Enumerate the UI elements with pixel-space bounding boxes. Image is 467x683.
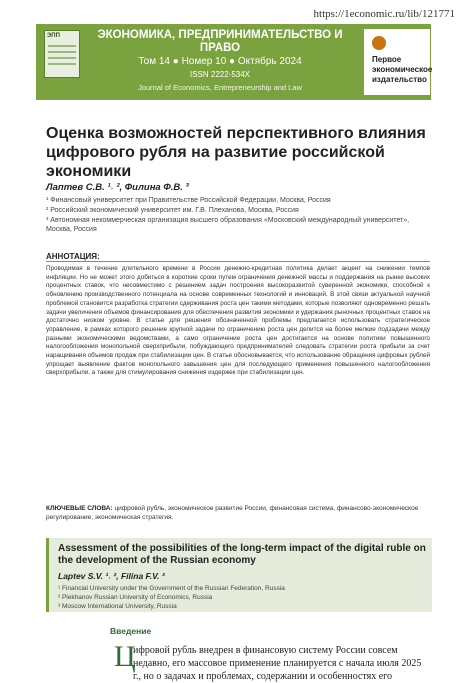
cover-line xyxy=(48,63,76,65)
intro-paragraph: ифровой рубль внедрен в финансовую систему России совсем недавно, его массовое применение планируется с начала июля 2025 г., но о задачах и проблемах, содержании и особенностях его xyxy=(133,645,422,682)
abstract-divider xyxy=(46,261,430,262)
english-affiliation-3: ³ Moscow International University, Russia xyxy=(58,603,177,610)
affiliation-1: ¹ Финансовый университет при Правительстве Российской Федерации, Москва, Россия xyxy=(46,197,331,204)
publisher-logo-icon xyxy=(372,36,386,50)
article-url[interactable]: https://1economic.ru/lib/121771 xyxy=(313,8,455,20)
keywords-label: КЛЮЧЕВЫЕ СЛОВА: xyxy=(46,505,113,512)
issn: ISSN 2222-534X xyxy=(189,70,251,79)
journal-cover-thumbnail xyxy=(44,30,80,78)
publisher-badge xyxy=(363,28,431,96)
journal-name-en: Journal of Economics, Entrepreneurship and Law xyxy=(138,83,302,92)
english-title: Assessment of the possibilities of the long-term impact of the digital ruble on the development of the Russian economy xyxy=(58,543,426,566)
journal-name: ЭКОНОМИКА, ПРЕДПРИНИМАТЕЛЬСТВО И ПРАВО xyxy=(97,29,343,54)
abstract-heading: АННОТАЦИЯ: xyxy=(46,252,100,261)
english-summary-box xyxy=(46,538,432,612)
keywords xyxy=(46,504,430,522)
english-authors: Laptev S.V. ¹˒ ², Filina F.V. ³ xyxy=(58,571,165,581)
cover-line xyxy=(48,51,76,53)
abstract-text: Проводимая в течение длительного времени в России денежно-кредитная политика делает акцент на снижении темпов инфляции. Но не может этого добиться в короткие сроки путем ограничения денежной массы и поддержания на рынке высоких процентных ставок, что несовместимо с решением задач построения высокоразвитой суверенной экономики, способной к обновлению производственного потенциала на основе современных технологий и инноваций. В этой связи актуальной научной проблемой становится разработка стратегии сдерживания роста цен такими методами, которые позволяют одновременно решать задачи увеличения объемов финансирования для обеспечения развития экономики и удержания рыночных процентных ставок на достаточно низком уровне. В статье для решения обозначенной проблемы предлагается использовать стратегическое управление, в рамках которого решение крупной задачи по ограничению роста цен делится на более мелкие подзадачи между разными экономическими ведомствами, а само ограничение роста цен достигается на основе политики повышенного налогообложения монопольной сверхприбыли, побуждающего предпринимателей следовать стратегии роста прибыли за счет наращивания объемов продаж при стабилизации цен. В статье обосновывается, что использование обращения цифровых рублей упрощает выявление фактов монопольного завышения цен для последующего применения повышенного налогообложения сверхприбыли, а также для стимулирования снижения издержек при стабилизации цен. xyxy=(46,265,430,377)
keywords-text: цифровой рубль, экономическое развитие России, финансовая система, финансово-экономическое регулирование, экономическая стратегия. xyxy=(46,505,419,521)
issue-info: Том 14 ● Номер 10 ● Октябрь 2024 xyxy=(138,56,302,67)
cover-label: ЭПП xyxy=(47,33,60,39)
section-heading: Введение xyxy=(110,626,152,636)
publisher-name: Первое экономическое издательство xyxy=(372,55,433,84)
cover-line xyxy=(48,57,76,59)
english-affiliation-1: ¹ Financial University under the Government of the Russian Federation, Russia xyxy=(58,585,285,592)
english-affiliation-2: ² Plekhanov Russian University of Economics, Russia xyxy=(58,594,213,601)
authors: Лаптев С.В. ¹˒ ², Филина Ф.В. ³ xyxy=(46,182,189,193)
cover-line xyxy=(48,45,76,47)
affiliation-3: ³ Автономная некоммерческая организация высшего образования «Московский международный университет», Москва, Россия xyxy=(46,217,410,233)
article-title: Оценка возможностей перспективного влияния цифрового рубля на развитие российской экономики xyxy=(46,125,426,180)
drop-cap: Ц xyxy=(114,640,136,673)
affiliation-2: ² Российский экономический университет им. Г.В. Плеханова, Москва, Россия xyxy=(46,207,299,214)
